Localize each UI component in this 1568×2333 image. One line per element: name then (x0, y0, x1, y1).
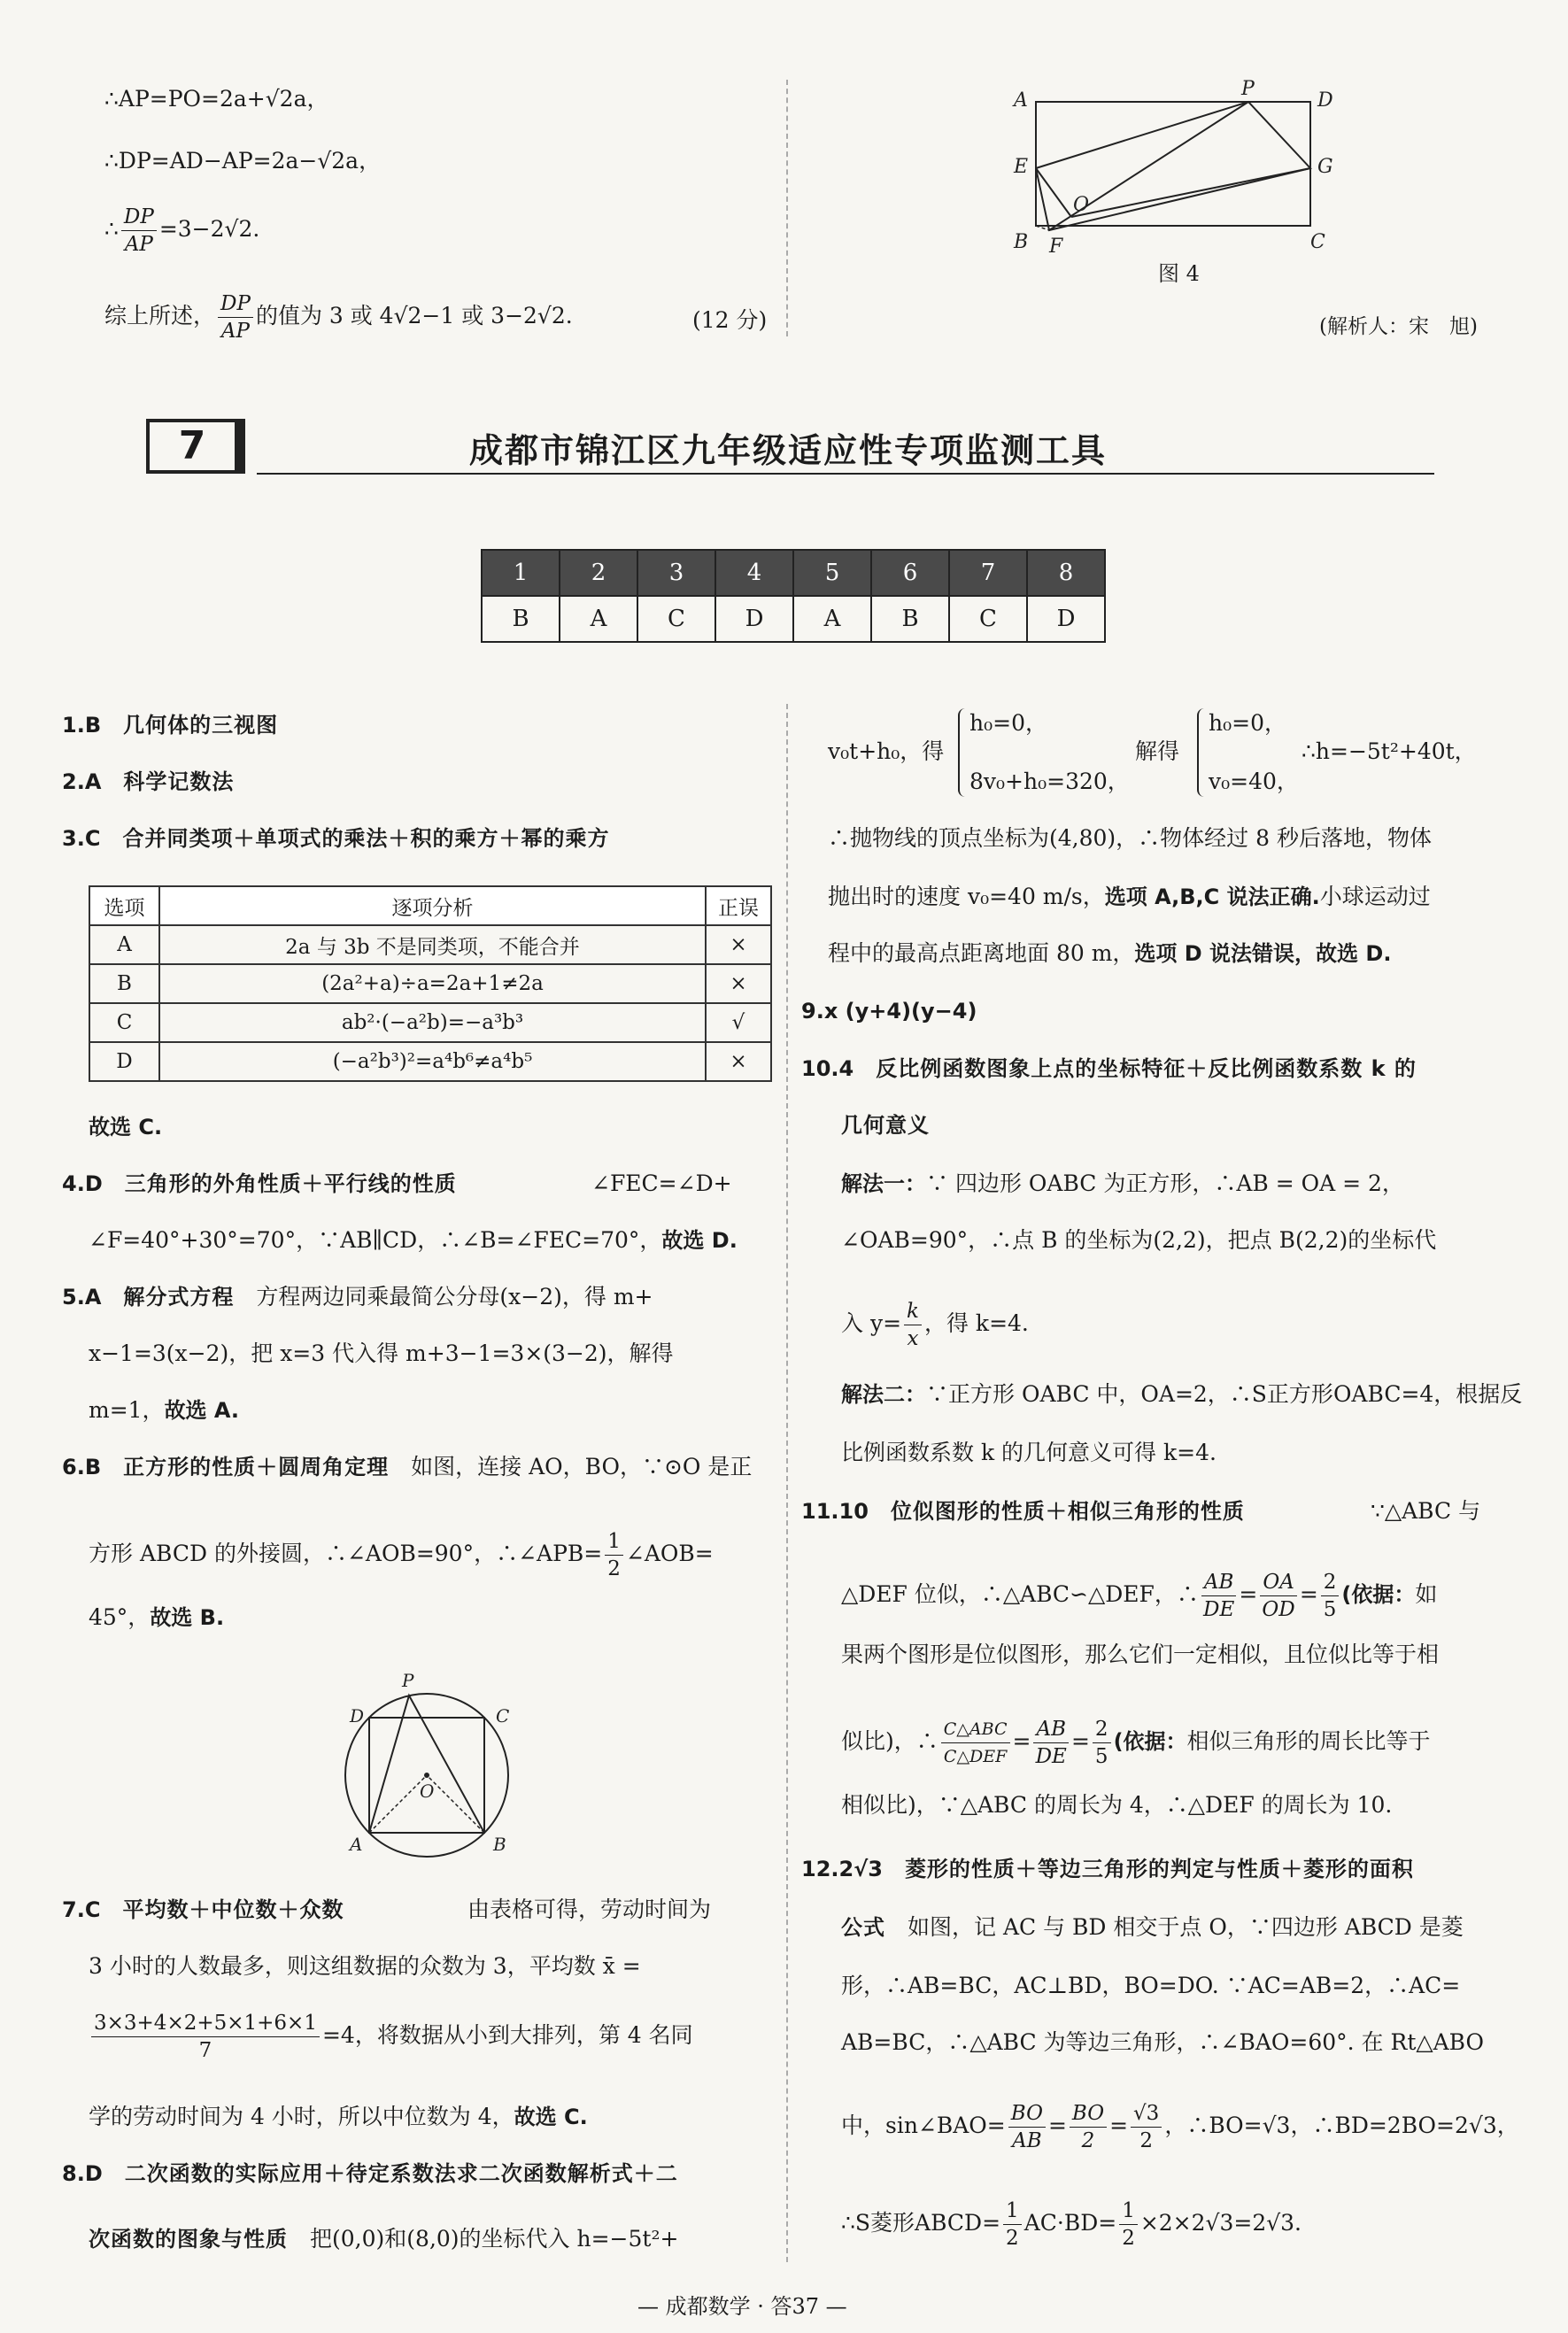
sys1-eq1: h₀=0， (969, 710, 1047, 736)
top-line-3: ∴ $\frac{DP}{AP}$ =3−2√2. (104, 205, 260, 256)
answer-table-header: 6 (871, 550, 949, 596)
q11-line-3: 果两个图形是位似图形，那么它们一定相似，且位似比等于相 (841, 1642, 1440, 1667)
top-line-1: ∴AP=PO=2a+√2a， (104, 86, 329, 112)
circle-label: P (402, 1670, 414, 1691)
q7-line-1: 7.C 平均数＋中位数＋众数 (62, 1897, 344, 1922)
circle-square-diagram (328, 1660, 522, 1864)
circle-label: D (350, 1705, 365, 1727)
system-brace-2 (1197, 708, 1206, 797)
answer-cell: D (715, 596, 793, 642)
fig4-label: F (1049, 236, 1063, 258)
r-line-4: 程中的最高点距离地面 80 m，选项 D 说法错误，故选 D. (828, 940, 1392, 966)
r-line-3: 抛出时的速度 v₀=40 m/s，选项 A,B,C 说法正确.小球运动过 (828, 884, 1431, 909)
q11-line-1: 11.10 位似图形的性质＋相似三角形的性质 (801, 1499, 1245, 1524)
q10-m1-line-1: 解法一：∵ 四边形 OABC 为正方形，∴AB = OA = 2， (841, 1170, 1404, 1196)
opt-header: 选项 (89, 886, 159, 925)
opt-cell: × (706, 925, 771, 964)
answer-cell: B (482, 596, 560, 642)
opt-header: 正误 (706, 886, 771, 925)
q4-line-2: ∠F=40°+30°=70°，∵AB∥CD，∴∠B=∠FEC=70°，故选 D. (89, 1227, 738, 1253)
q7-line-1b: 由表格可得，劳动时间为 (467, 1897, 712, 1922)
fig4-label: E (1014, 156, 1029, 178)
opt-cell: D (89, 1042, 159, 1081)
r-line-2: ∴抛物线的顶点坐标为(4,80)，∴物体经过 8 秒后落地，物体 (828, 825, 1432, 851)
answer-table-header: 5 (793, 550, 871, 596)
fig4-label: G (1317, 156, 1333, 178)
r-line-1-end: ∴h=−5t²+40t， (1302, 738, 1477, 764)
answer-table-header: 8 (1027, 550, 1105, 596)
q1: 1.B 几何体的三视图 (62, 713, 279, 738)
opt-cell: (−a²b³)²=a⁴b⁶≠a⁴b⁵ (159, 1042, 706, 1081)
q8-line-2: 次函数的图象与性质 把(0,0)和(8,0)的坐标代入 h=−5t²+ (89, 2226, 679, 2252)
q10-m2-line-2: 比例函数系数 k 的几何意义可得 k=4. (841, 1440, 1217, 1465)
q12-line-5: 中，sin∠BAO= $\frac{BO}{AB}$ = $\frac{BO}{2}$ = $\frac{√3}{2}$ ，∴BO=√3，∴BD=2BO=2√3， (841, 2102, 1519, 2152)
opt-cell: 2a 与 3b 不是同类项，不能合并 (159, 925, 706, 964)
circle-label: O (420, 1781, 435, 1802)
q7-line-2: 3 小时的人数最多，则这组数据的众数为 3，平均数 x̄ = (89, 1953, 641, 1979)
top-score: (12 分) (692, 307, 768, 333)
q7-line-4: 学的劳动时间为 4 小时，所以中位数为 4，故选 C. (89, 2104, 588, 2129)
opt-cell: (2a²+a)÷a=2a+1≠2a (159, 964, 706, 1003)
q3-conclusion: 故选 C. (89, 1115, 163, 1139)
opt-cell: √ (706, 1003, 771, 1042)
solve-word: 解得 (1135, 738, 1180, 764)
answer-table-header: 1 (482, 550, 560, 596)
q11-line-1b: ∵△ABC 与 (1371, 1498, 1481, 1524)
section-number: 7 (146, 419, 245, 474)
q9: 9.x (y+4)(y−4) (801, 999, 977, 1024)
q7-line-3: $\frac{3\times 3+4\times 2+5\times 1+6\times 1}{7}$ =4，将数据从小到大排列，第 4 名同 (89, 2010, 693, 2064)
q3: 3.C 合并同类项＋单项式的乘法＋积的乘方＋幂的乘方 (62, 826, 610, 851)
q12-line-1: 12.2√3 菱形的性质＋等边三角形的判定与性质＋菱形的面积 (801, 1857, 1414, 1881)
answer-table-header: 4 (715, 550, 793, 596)
q11-line-4: 似比)，∴ $\frac{\text{C△ABC}}{\text{C△DEF}}$ = $\frac{AB}{DE}$ = $\frac{2}{5}$ (依据：相似三角形的周长比等于 (841, 1718, 1431, 1768)
q5-line-2: x−1=3(x−2)，把 x=3 代入得 m+3−1=3×(3−2)，解得 (89, 1340, 674, 1366)
q5-line-3: m=1，故选 A. (89, 1397, 240, 1423)
fig4-label: D (1317, 89, 1333, 112)
q11-line-2: △DEF 位似，∴△ABC∽△DEF，∴ $\frac{AB}{DE}$ = $\frac{OA}{OD}$ = $\frac{2}{5}$ (依据：如 (841, 1571, 1438, 1621)
sys2-eq2: v₀=40， (1209, 769, 1299, 794)
q11-line-5: 相似比)，∵△ABC 的周长为 4，∴△DEF 的周长为 10. (841, 1792, 1393, 1818)
figure-4-caption: 图 4 (1158, 261, 1200, 286)
opt-cell: B (89, 964, 159, 1003)
answer-cell: A (560, 596, 637, 642)
opt-cell: × (706, 1042, 771, 1081)
answer-table-header: 2 (560, 550, 637, 596)
top-summary: 综上所述， $\frac{DP}{AP}$ 的值为 3 或 4√2−1 或 3−2√2. (104, 292, 573, 343)
answer-table (481, 549, 1106, 643)
figure-4-diagram (1009, 80, 1363, 283)
q5-line-1: 5.A 解分式方程 方程两边同乘最简公分母(x−2)，得 m+ (62, 1284, 653, 1309)
circle-label: B (493, 1834, 506, 1855)
q10-m1-line-3: 入 y= $\frac{k}{x}$ ，得 k=4. (841, 1300, 1029, 1350)
opt-cell: ab²·(−a²b)=−a³b³ (159, 1003, 706, 1042)
q6-line-1: 6.B 正方形的性质＋圆周角定理 如图，连接 AO，BO，∵⊙O 是正 (62, 1454, 753, 1479)
q10-m2-line-1: 解法二：∵正方形 OABC 中，OA=2，∴S正方形OABC=4，根据反 (841, 1381, 1523, 1407)
answer-table-header: 3 (637, 550, 715, 596)
page-footer: — 成都数学 · 答37 — (637, 2294, 847, 2319)
answer-cell: D (1027, 596, 1105, 642)
q10-line-1: 10.4 反比例函数图象上点的坐标特征＋反比例函数系数 k 的 (801, 1056, 1417, 1081)
system-brace-1 (958, 708, 967, 797)
section-title: 成都市锦江区九年级适应性专项监测工具 (469, 430, 1108, 470)
top-line-2: ∴DP=AD−AP=2a−√2a， (104, 148, 382, 174)
q12-line-6: ∴S菱形ABCD= $\frac{1}{2}$ AC·BD= $\frac{1}{2}$ ×2×2√3=2√3. (841, 2199, 1302, 2250)
fig4-label: O (1073, 194, 1090, 216)
q4-line-1b: ∠FEC=∠D+ (591, 1170, 732, 1196)
q6-line-2: 方形 ABCD 的外接圆，∴∠AOB=90°，∴∠APB= $\frac{1}{2}$ ∠AOB= (89, 1530, 714, 1580)
q10-line-2: 几何意义 (841, 1113, 930, 1138)
q10-m1-line-2: ∠OAB=90°，∴点 B 的坐标为(2,2)，把点 B(2,2)的坐标代 (841, 1227, 1437, 1253)
sys1-eq2: 8v₀+h₀=320， (969, 769, 1130, 794)
opt-cell: × (706, 964, 771, 1003)
opt-cell: A (89, 925, 159, 964)
r-line-1a: v₀t+h₀，得 (828, 738, 945, 764)
q12-line-2: 公式 如图，记 AC 与 BD 相交于点 O，∵四边形 ABCD 是菱 (841, 1914, 1464, 1940)
answer-cell: B (871, 596, 949, 642)
answer-cell: A (793, 596, 871, 642)
circle-label: C (496, 1705, 510, 1727)
sys2-eq1: h₀=0， (1209, 710, 1286, 736)
q12-line-4: AB=BC，∴△ABC 为等边三角形，∴∠BAO=60°. 在 Rt△ABO (841, 2029, 1484, 2055)
q12-line-3: 形，∴AB=BC，AC⊥BD，BO=DO. ∵AC=AB=2，∴AC= (841, 1973, 1461, 1998)
answer-cell: C (949, 596, 1027, 642)
q2: 2.A 科学记数法 (62, 769, 235, 794)
q8-line-1: 8.D 二次函数的实际应用＋待定系数法求二次函数解析式＋二 (62, 2161, 678, 2186)
fig4-label: B (1014, 231, 1029, 253)
option-analysis-table (89, 885, 772, 1082)
section-rule (257, 473, 1434, 475)
q4-line-1: 4.D 三角形的外角性质＋平行线的性质 (62, 1171, 457, 1196)
opt-header: 逐项分析 (159, 886, 706, 925)
analyst-credit: (解析人：宋 旭) (1319, 315, 1478, 338)
fig4-label: P (1241, 80, 1255, 100)
circle-label: A (350, 1834, 363, 1855)
answer-cell: C (637, 596, 715, 642)
opt-cell: C (89, 1003, 159, 1042)
answer-table-header: 7 (949, 550, 1027, 596)
fig4-label: C (1310, 231, 1325, 253)
fig4-label: A (1014, 89, 1028, 112)
q6-line-3: 45°，故选 B. (89, 1604, 225, 1630)
